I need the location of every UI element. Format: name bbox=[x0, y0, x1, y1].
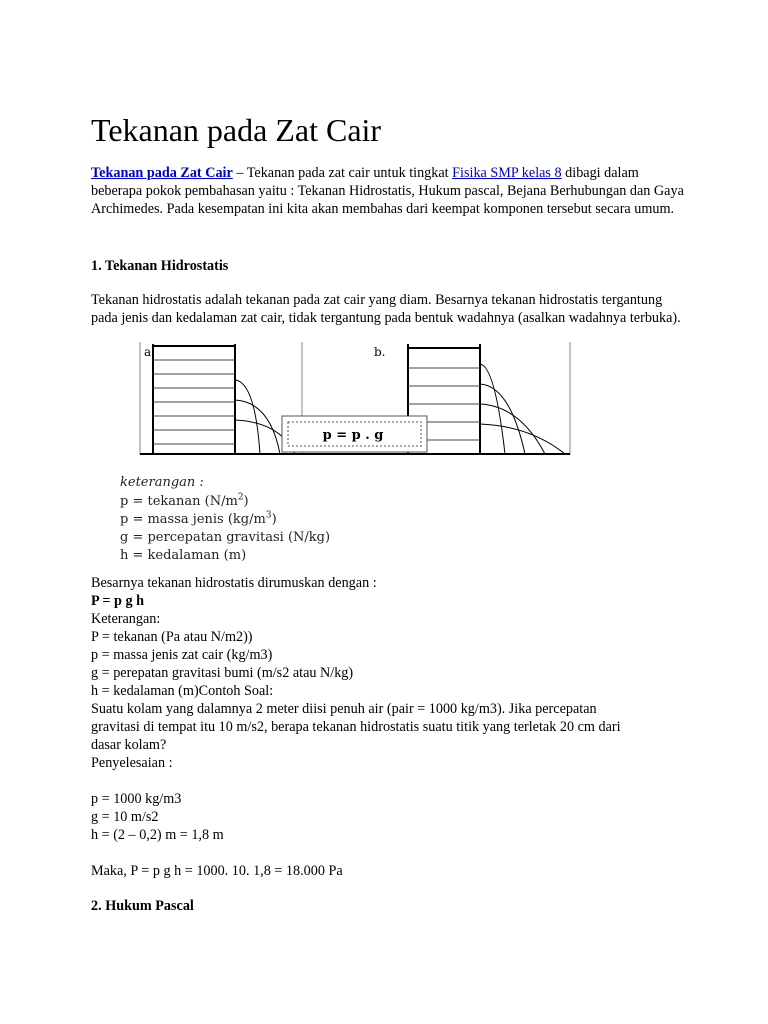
figure-label-b: b. bbox=[374, 345, 386, 359]
ket-l2-text: p = massa jenis (kg/m bbox=[120, 512, 266, 527]
intro-paragraph bbox=[91, 164, 691, 218]
ket-l1-close: ) bbox=[243, 494, 249, 509]
intro-text-2: dibagi dalam beberapa pokok pembahasan yaitu : Tekanan Hidrostatis, Hukum pascal, Bejana Berhubungan dan Gaya Archimedes. Pada kesempatan ini kita akan membahas dari keempat komponen tersebut secara umum. bbox=[91, 165, 684, 217]
ket-l2-sup: 3 bbox=[265, 510, 272, 521]
article-title-link[interactable]: Tekanan pada Zat Cair bbox=[91, 165, 233, 181]
hydrostatic-figure bbox=[120, 340, 580, 460]
body-line: Penyelesaian : bbox=[91, 755, 173, 771]
keterangan-image-title: keterangan : bbox=[120, 475, 204, 490]
ket-l1-sup: 2 bbox=[237, 492, 244, 503]
ket-l2-close: ) bbox=[271, 512, 277, 527]
body-line: Keterangan: bbox=[91, 611, 161, 627]
figure-label-a: a bbox=[144, 345, 152, 359]
body-line: dasar kolam? bbox=[91, 737, 167, 753]
keterangan-image-line-2 bbox=[120, 511, 277, 529]
formula-line: P = p g h bbox=[91, 593, 145, 609]
body-line: Besarnya tekanan hidrostatis dirumuskan dengan : bbox=[91, 575, 377, 591]
body-line: Suatu kolam yang dalamnya 2 meter diisi penuh air (pair = 1000 kg/m3). Jika percepatan bbox=[91, 701, 597, 717]
body-line: p = 1000 kg/m3 bbox=[91, 791, 182, 807]
keterangan-image-line-1 bbox=[120, 493, 249, 511]
body-line: h = kedalaman (m)Contoh Soal: bbox=[91, 683, 274, 699]
figure-formula: p = p . g bbox=[322, 428, 384, 443]
body-line: h = (2 – 0,2) m = 1,8 m bbox=[91, 827, 224, 843]
page-title: Tekanan pada Zat Cair bbox=[91, 112, 382, 148]
body-line: p = massa jenis zat cair (kg/m3) bbox=[91, 647, 273, 663]
ket-l1-text: p = tekanan (N/m bbox=[120, 494, 238, 509]
section-heading-hidrostatis: 1. Tekanan Hidrostatis bbox=[91, 258, 229, 274]
intro-text-1: – Tekanan pada zat cair untuk tingkat bbox=[232, 165, 453, 181]
fisika-smp-link[interactable]: Fisika SMP kelas 8 bbox=[452, 165, 562, 181]
hidrostatis-paragraph: Tekanan hidrostatis adalah tekanan pada zat cair yang diam. Besarnya tekanan hidrostatis tergantung pada jenis dan kedalaman zat cair, tidak tergantung pada bentuk wadahnya (asalkan wadahnya terbuka). bbox=[91, 292, 681, 326]
body-line: P = tekanan (Pa atau N/m2)) bbox=[91, 629, 253, 645]
keterangan-image-line-3: g = percepatan gravitasi (N/kg) bbox=[120, 530, 331, 545]
body-line: g = perepatan gravitasi bumi (m/s2 atau N/kg) bbox=[91, 665, 354, 681]
body-line: Maka, P = p g h = 1000. 10. 1,8 = 18.000 Pa bbox=[91, 863, 343, 879]
section-heading-pascal: 2. Hukum Pascal bbox=[91, 898, 194, 914]
body-line: g = 10 m/s2 bbox=[91, 809, 159, 825]
body-line: gravitasi di tempat itu 10 m/s2, berapa tekanan hidrostatis suatu titik yang terletak 20 cm dari bbox=[91, 719, 621, 735]
keterangan-image-line-4: h = kedalaman (m) bbox=[120, 548, 247, 563]
